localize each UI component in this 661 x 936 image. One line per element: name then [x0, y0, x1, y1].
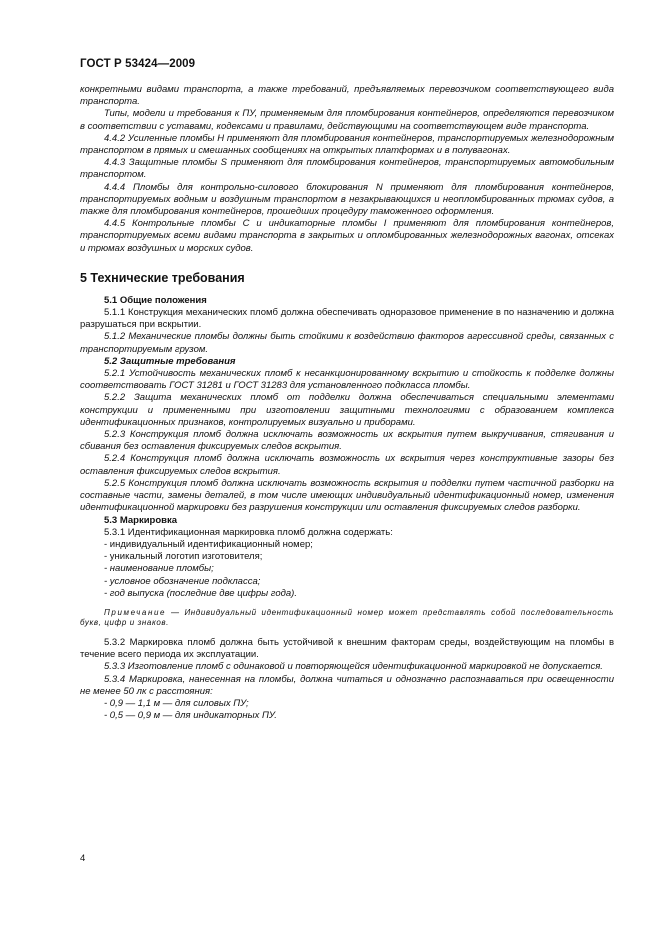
subsection-5-2-title: 5.2 Защитные требования — [104, 355, 236, 367]
paragraph-types-models: Типы, модели и требования к ПУ, применяемым для пломбирования контейнеров, определяются перевозчиком в соответствии с уставами, кодексами и правилами, действующими на соответствующем виде транспорта. — [80, 108, 614, 132]
note-block — [80, 608, 614, 629]
paragraph-5-3-2: 5.3.2 Маркировка пломб должна быть устойчивой к внешним факторам среды, воздействующим на пломбы в течение всего периода их эксплуатации. — [80, 636, 614, 661]
list-item: - год выпуска (последние две цифры года). — [104, 587, 297, 599]
paragraph-4-4-5: 4.4.5 Контрольные пломбы C и индикаторные пломбы I применяют для пломбирования контейнеров, транспортируемых всеми видами транспорта в закрытых и опломбированных железнодорожных вагонах, отсеках и трюмах воздушных и морских судов. — [80, 218, 614, 254]
document-page — [80, 58, 614, 722]
paragraph-5-1-1: 5.1.1 Конструкция механических пломб должна обеспечивать одноразовое применение в по назначению и должна разрушаться при вскрытии. — [80, 307, 614, 331]
paragraph-5-3-3: 5.3.3 Изготовление пломб с одинаковой и повторяющейся идентификационной маркировкой не допускается. — [104, 661, 603, 673]
list-item: - условное обозначение подкласса; — [104, 575, 261, 587]
list-item: - уникальный логотип изготовителя; — [104, 551, 263, 563]
paragraph-4-4-4: 4.4.4 Пломбы для контрольно-силового блокирования N применяют для пломбирования контейнеров, транспортируемых водным и воздушным транспортом в незакрывающихся и неопломбированных трюмах судов, а также для пломбирования контейнеров, прошедших процедуру таможенного оформления. — [80, 181, 614, 218]
note-text: — Индивидуальный идентификационный номер может представлять собой последовательность букв, цифр и знаков. — [80, 607, 614, 628]
list-item: - индивидуальный идентификационный номер; — [104, 538, 313, 550]
paragraph-5-3-4: 5.3.4 Маркировка, нанесенная на пломбы, должна читаться и однозначно распознаваться при освещенности не менее 50 лк с расстояния: — [80, 673, 614, 697]
page-number: 4 — [80, 853, 86, 864]
paragraph-5-2-5: 5.2.5 Конструкция пломб должна исключать возможность вскрытия и подделки путем частичной разборки на составные части, замены деталей, в том числе имеющих индивидуальный идентификационный номер, изменения идентификационной маркировки без разрушения конструкции или оставления фиксируемых следов разборки. — [80, 477, 614, 514]
paragraph-4-4-3: 4.4.3 Защитные пломбы S применяют для пломбирования контейнеров, транспортируемых автомобильным транспортом. — [80, 157, 614, 181]
paragraph-5-2-3: 5.2.3 Конструкция пломб должна исключать возможность их вскрытия путем выкручивания, стягивания и сбивания без оставления фиксируемых следов вскрытия. — [80, 429, 614, 453]
note-label: Примечание — [104, 607, 167, 617]
subsection-5-1-title: 5.1 Общие положения — [104, 294, 207, 306]
list-item: - наименование пломбы; — [104, 563, 214, 575]
list-item: - 0,5 — 0,9 м — для индикаторных ПУ. — [104, 710, 277, 722]
paragraph-4-4-2: 4.4.2 Усиленные пломбы H применяют для пломбирования контейнеров, транспортируемых железнодорожным транспортом в прямых и смешанных сообщениях на открытых платформах и в полувагонах. — [80, 132, 614, 157]
paragraph-5-2-2: 5.2.2 Защита механических пломб от подделки должна обеспечиваться специальными элементами конструкции и примененными при изготовлении защитными технологиями с образованием комплекса идентификационных признаков, контролируемых визуально и приборами. — [80, 392, 614, 428]
document-header: ГОСТ Р 53424—2009 — [80, 58, 196, 70]
paragraph-5-2-4: 5.2.4 Конструкция пломб должна исключать возможность их вскрытия через конструктивные зазоры без оставления фиксируемых следов вскрытия. — [80, 453, 614, 477]
paragraph-continuation: конкретными видами транспорта, а также требований, предъявляемых перевозчиком соответствующего вида транспорта. — [80, 84, 614, 108]
paragraph-5-1-2: 5.1.2 Механические пломбы должны быть стойкими к воздействию факторов агрессивной среды, связанных с транспортируемым грузом. — [80, 331, 614, 355]
list-item: - 0,9 — 1,1 м — для силовых ПУ; — [104, 697, 249, 709]
paragraph-5-3-1: 5.3.1 Идентификационная маркировка пломб должна содержать: — [104, 526, 393, 538]
section-5-title: 5 Технические требования — [80, 270, 245, 285]
subsection-5-3-title: 5.3 Маркировка — [104, 514, 178, 526]
paragraph-5-2-1: 5.2.1 Устойчивость механических пломб к несанкционированному вскрытию и стойкость к подделке должны соответствовать ГОСТ 31281 и ГОСТ 31283 для установленного подкласса пломбы. — [80, 368, 614, 392]
